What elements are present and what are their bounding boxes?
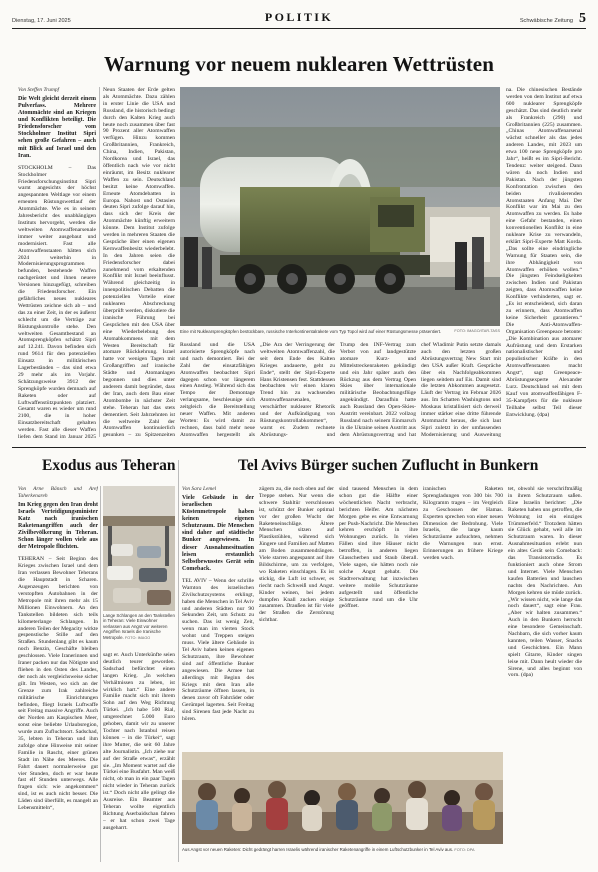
telaviv-col-4 <box>423 486 503 748</box>
teheran-photo-caption-block <box>103 613 175 650</box>
main-story-col-4 <box>260 342 335 439</box>
telaviv-photo <box>182 752 503 844</box>
main-story-col-6 <box>421 342 501 439</box>
main-story-col-7 <box>506 87 582 439</box>
teheran-body-2: sagt er. Auch Unterkünfte seien deutlich teurer geworden. Sadschad befürchtet einen langen Krieg. „In welchen Verhältnissen zu leben, ist wirklich hart.“ Eine andere Familie macht sich mit ihrem Sohn auf den Weg Richtung Türkei. „Ich habe 500 Rial, umgerechnet 5.000 Euro gehoben, damit wir zu unserer Tochter nach Istanbul reisen können – in die Türkei“, sagt ihre Mutter, die seit 60 Jahre alte Journalistin. „Ich ziehe nur auf der Straße etwas“, erzählt sie. „Im Moment wartet auf die Türkei eine Busfahrt. Man weiß nicht, ob man in ein paar Tagen nicht wieder in Teheran zurück ist.“ Doch nicht alle gelingt die Ausreise. Ein Beamter aus Teheran wollte eigentlich Richtung Aserbaidschan fahren – er hat schon zwei Tage ausgeharrt. <box>103 652 175 831</box>
telaviv-author: Von Sara Lemel <box>182 486 217 492</box>
teheran-headline: Exodus aus Teheran <box>42 457 176 474</box>
newspaper-name: Schwäbische Zeitung <box>519 18 573 24</box>
teheran-photo <box>103 486 175 611</box>
telaviv-photo-credit: FOTO: DPA <box>454 848 475 852</box>
telaviv-col-3 <box>339 486 418 748</box>
teheran-col-1 <box>18 486 98 862</box>
main-lead: Die Welt gleicht derzeit einem Pulverfass. Mehrere Atommächte sind an Kriegen und Konflikten beteiligt. Die Friedensforscher vom Stockholmer Institut Sipri sehen große Gefahren – auch mit Blick auf Israel und den Iran. <box>18 95 96 159</box>
column-divider <box>99 87 100 437</box>
telaviv-photo-caption: Aus Angst vor neuen Raketen: Dicht gedrängt harren Israelis während iranischer Raketenangriffe in einem Luftschutzbunker in Tel Aviv aus. <box>182 847 454 852</box>
main-body-3: Russland und die USA autorisierte Sprengköpfe nach und nach demontiert. Bei der Zahl der einsatzfähigen Atomwaffen beobachtet Sipri dagegen schon vor längerem einen Anstieg. Während sich das Tempo der Demontage verlangsame, beschleunige sich zeitgleich die Bereitstellung neuer Waffen. Mit anderen Worten: Es wird damit zu rechnen, dass bald mehr neue Atomwaffen hergestellt als <box>180 342 255 438</box>
main-body-2: Neun Staaten der Erde gelten als Atommächte. Dazu zählen in erster Linie die USA und Russland, die historisch bedingt durch den Kalten Krieg auch heute noch zusammen über fast 90 Prozent aller Atomwaffen verfügen. Hinzu kommen Großbritannien, Frankreich, China, Indien, Pakistan, Nordkorea und Israel, das öffentlich nach wie vor nicht einräumt, im Besitz nuklearer Waffen zu sein. Deutschland besitzt keine Atomwaffen. Erneute Atomdebatten in Europa. Nahost und Ostasien deuten Sipri zufolge darauf hin, dass sich der Kreis der Atommächte künftig erweitern könnte. Dem Institut zufolge werden in mehreren Staaten die Gespräche über einen eigenen Kernwaffenbesitz wiederbelebt. In den Jahren seien die Friedensforscher dabei zunehmend vom erkaltenden Konflikt mit Israel beeinflusst. Während gleichzeitig in innenpolitischen Debatten die potenziellen Vorteile einer nuklearen Abschreckung überprüft werden, diskutiere die iranische Führung bei Gesprächen mit den USA über eine Wiederbelebung des Atomabkommens mit dem Westen Bereitschaft für atomare Rückkehrung. Israel hatte vor wenigen Tagen mit Großangriffen auf iranische Städte und Atomanlagen begonnen und dies unter anderem damit begründet, dass der Iran, auch dem Bau einer Atombombe in nächster Zeit stehe. Teheran hat das stets dementiert. Seit Jahrzehnten ist die weltweite Zahl der Atomwaffen kontinuierlich gesunken – zu Spitzenzeiten <box>103 87 175 439</box>
gas-station-queue-image <box>103 486 175 611</box>
main-story-col-2 <box>103 87 175 439</box>
main-story-col-3 <box>180 342 255 439</box>
main-photo <box>180 87 500 326</box>
telaviv-body-1: TEL AVIV – Wenn der schrille Warnton des israelischen Zivilschutzsystems erklingt, haben die Menschen in Tel Aviv und anderen Städten nur 90 Sekunden Zeit, um Schutz zu suchen. Das ist wenig Zeit, wenn man im vierten Stock wohnt und Treppen steigen muss. Viele ältere Gebäude in Tel Aviv haben keinen eigenen Schutzraum, ihre Bewohner sind auf öffentliche Bunker angewiesen. Die Armee hat allerdings mit Beginn des Kriegs mit dem Iran alle Schutzräume öffnen lassen, in denen zuvor oft Fahrräder oder Gerümpel lagerten. Seit Freitag sind Sirenen fast jede Nacht zu hören. <box>182 577 254 723</box>
main-story-col-5 <box>340 342 416 439</box>
column-divider <box>100 486 101 862</box>
telaviv-headline: Tel Avivs Bürger suchen Zuflucht in Bunkern <box>238 457 539 474</box>
teheran-body-1: TEHERAN – Seit Beginn des Krieges zwischen Israel und dem Iran verlassen Bewohner Teherans die Hauptstadt in Scharen. Augenzeugen berichten von verstopften Autobahnen in der Metropole mit ihren mehr als 15 Millionen Einwohnern. An den Tankstellen bildeten sich teils kilometerlange Schlangen. In anderen Teilen der Megacity wirkte gespenstische Stille auf den Straßen. Stundenlang gibt es kaum noch Benzin, Geschäfte bleiben geschlossen. Viele Iranerinnen und Iraner packen nur das Nötigste und fliehen in den Osten des Landes, der noch als vergleichsweise sicher gilt. Im Westen, wo sich an der Grenze zum Irak zahlreiche militärische Einrichtungen befinden, fliegt Israels Luftwaffe seit Freitag massive Angriffe. Auch der Norden am Kaspischen Meer, sonst eine beliebte Urlaubsregion, wurde zum Zufluchtsort. Sadschad, 35, lebten in Teheran und ihm zufolge ohne Hinweise mit seiner Familie in Rascht, einer grünen Stadt im Nähe des Meeres. Die Fahrt dauert normalerweise gut vier Stunden, doch er war heute fast elf Stunden unterwegs. Alle fragen sich: wie angekommen“ sind, ist es auch nicht besser. Die Läden sind überfüllt, es mangelt an Lebensmitteln“, <box>18 556 98 812</box>
teheran-author: Von Arne Bänsch und Aref Taherkenareh <box>18 486 98 499</box>
teheran-lead: Im Krieg gegen den Iran droht Israels Verteidigungsminister Katz nach iranischen Raketenangriffen auch der Zivilbevölkerung in Teheran. Schon länger wollen viele aus der Metropole flüchten. <box>18 501 98 551</box>
issue-date: Dienstag, 17. Juni 2025 <box>12 18 71 24</box>
main-story-col-1 <box>18 87 96 439</box>
bunker-crowd-image <box>182 752 503 844</box>
teheran-photo-caption: Lange Schlangen an den Tankstellen in Teheran: Viele Einwohner verlassen aus Angst vor weiteren Angriffen Israels die Iranische Metropole. <box>103 613 175 640</box>
page-number: 5 <box>579 11 586 26</box>
main-author: Von Steffen Trumpf <box>18 87 60 93</box>
telaviv-body-2: zügern zu, die noch oben auf der Treppe stehen. Nur wenn die schwere Stahltür verschlossen ist, schützt der Bunker optimal vor der großen Wucht der Raketeneinschläge. Ältere Menschen sitzen auf Plastikstühlen, während sich Jüngere und Familien auf Matten am Boden zusammendrängen. Viele starren angespannt auf ihre Bildschirme, um zu verfolgen, wo Raketen einschlagen. Es ist stickig, die Luft ist schwer, es riecht nach Schweiß und Angst. Kinder weinen, bei jedem dumpfen Knall zucken einige zusammen. Draußen ist für viele der Straßen die Zerstörung sichtbar. <box>259 486 334 624</box>
missile-launcher-image <box>180 87 500 326</box>
main-body-7: na. Die chinesischen Bestände werden von dem Institut auf etwa 600 nuklearer Sprengköpfe geschätzt. Das sind deutlich mehr als Frankreich (290) und Großbritannien (225) zusammen. „Chinas Atomwaffenarsenal wächst schneller als das jedes anderen Landes, mit 2023 um etwa 100 neue Sprengköpfe pro Jahr“, heißt es im Sipri-Bericht. Tendenz: weiter steigend. Dann wären da noch Indien und Pakistan. Nach der jüngsten Konfrontation zwischen den beiden rivalisierenden Atomstaaten Anfang Mai. Der Konflikt war im Mai zu den Atomwaffen zu werden. Es habe eine Gefahr bestanden, einen konventionellen Konflikt in eine nukleare Krise zu verwandeln, erklärt Sipri-Experte Matt Korda. „Das sollte eine eindringliche Warnung für Staaten sein, die ihre Abhängigkeit von Atomwaffen erhöhen wollen.“ Die jüngsten Feindseligkeiten zwischen Indien und Pakistan zeigten, dass Atomwaffen keine Konflikte verhinderten, sagt er. „Es ist entscheidend, sich daran zu erinnern, dass Atomwaffen keine Sicherheit garantieren.“ Die Anti-Atomwaffen-Organisation Greenpeace betonte: „Die Kombination aus atomarer Aufrüstung und dem Erstarken nationalistischer und populistischer Kräfte in den Atomwaffenstaaten macht Angst“, sagt Greenpeace-Abrüstungsexperte Alexander Lurz. Deutschland sei mit dem Kauf von atomwaffenfähigen F-35-Kampfjets für die nukleare Teilhabe selbst Teil dieser Entwicklung. (dpa) <box>506 87 582 418</box>
column-divider <box>178 460 179 862</box>
main-photo-credit: FOTO: IMAGO/ITAR-TASS <box>454 329 500 333</box>
main-photo-caption: Eine mit Nuklearsprengköpfen bestückbare, russische Interkontinentalrakete vom Typ Topol wird auf einer Rüstungsmesse präsentiert. <box>180 329 442 334</box>
telaviv-body-4: iranischen Raketen Sprengladungen von 300 bis 700 Kilogramm tragen – im Vergleich zu Geschossen der Hamas. Experten sprechen von einer neuen Dimension der Bedrohung. Viele Israelis, die lange kaum Schutzräume aufsuchten, nehmen die Warnungen nun ernst. Erinnerungen an frühere Kriege werden wach. <box>423 486 503 562</box>
telaviv-col-5 <box>508 486 582 862</box>
telaviv-col-1 <box>182 486 254 748</box>
main-body-6: chef Wladimir Putin setzte damals auch den letzten großen Abrüstungsvertrag New Start mit den USA außer Kraft. Gespräche über ein Nachfolgeabkommen liegen seitdem auf Eis. Damit sind die letzten Abkommen ausgesetzt. Läuft der Vertrag im Februar 2026 aus. Im Schatten Washingtons und Moskaus kristallisiert sich derweil immer stärker eine dritte führende Atommacht heraus, die sich laut Sipri zuletzt in der umfassenden Modernisierung und Ausweitung <box>421 342 501 438</box>
telaviv-body-5: tet, obwohl sie verschriftmäßig in ihrem Schutzraum saßen. Eine Israelin berichtet: „Die Raketen haben uns getroffen, die Wohnung ist ein einziges Trümmerfeld.“ Trotzdem hätten sie Glück gehabt, weil alle im Schutzraum waren. In dieser Ausnahmesituation erlebt nun ein altes Gerät sein Comeback: das Transistorradio. Es funktioniert auch ohne Strom und Internet. Viele Menschen kaufen Batterien und lauschen nachts den Nachrichten. Am Morgen kehren sie müde zurück. „Wir wissen nicht, wie lange das noch dauert“, sagt eine Frau. „Aber wir halten zusammen.“ Auch in den Bunkern herrscht eine besondere Gemeinschaft. Nachbarn, die sich vorher kaum kannten, teilen Wasser, Snacks und Geschichten. Ein Mann spielt Gitarre, Kinder singen leise mit. Dann heult wieder die Sirene, und alles beginnt von vorn. (dpa) <box>508 486 582 679</box>
telaviv-body-3: sind tausend Menschen in dem schon gut die Hälfte einer wöchentlichen Nacht verbracht, berichten Helfer. Am nächsten Morgen gebe es eine Entwarnung per Push-Nachricht. Die Menschen kehren erschöpft in ihre Wohnungen zurück. In vielen Fällen sind ihre Häuser nicht betroffen, in anderen liegen Glasscherben und Staub überall. Viele sagen, sie hätten noch nie solche Angst gehabt. Die Stadtverwaltung hat inzwischen weitere mobile Schutzräume aufgestellt und öffentliche Schutzräume rund um die Uhr geöffnet. <box>339 486 418 610</box>
main-photo-caption-row <box>180 329 500 339</box>
telaviv-col-2 <box>259 486 334 748</box>
main-body-1: STOCKHOLM – Das Stockholmer Friedensforschungsinstitut Sipri warnt angesichts der höchst angespannten Weltlage vor einem erneuten Rüstungswettlauf der Atommächte. Wie es in seinem Jahresbericht des unabhängigen Instituts hervorgeht, werden die weltweiten Atomwaffenarsenale immer weiter ausgebaut und modernisiert. Fast alle Atomwaffenstaaten hätten sich 2024 weiterhin in Modernisierungsprogrammen befunden, bestehende Waffen nachgerüstet und ihnen neuere Versionen hinzugefügt, schreiben die Friedensforscher. Ein gefährliches neues nukleares Wettrüsten zeichne sich ab – und das zu einer Zeit, in der es äußerst schlecht um die Verträge zur Rüstungskontrolle stehe. Den weltweiten Gesamtbestand an Atomsprengköpfen schätzt Sipri auf 12.241. Davon befinden sich rund 9614 für den potenziellen Einsatz in militärischen Lagerbeständen – das sind etwa 29 mehr als im Vorjahr. Schätzungsweise 3912 der Sprengköpfe wurden demnach auf Raketen oder auf Luftwaffenstützpunkten platziert. Gesamt waren es wieder um rund 2100, die in hoher Einsatzbereitschaft gehalten werden. Fast alle dieser Waffen liefen dem Stand im Januar 2025 <box>18 164 96 439</box>
teheran-col-2 <box>103 652 175 862</box>
main-body-4: „Die Ära der Verringerung der weltweiten Atomwaffenzahl, die seit dem Ende des Kalten Krieges andauerte, geht zu Ende“, stellt der Sipri-Experte Hans Kristensen fest. Stattdessen beobachten wir einen klaren Trend hin zu wachsenden Atomwaffenarsenalen, verschärfter nuklearer Rhetorik und der Aufkündigung von Rüstungskontrollabkommen“, warnt er. Zudem rechnete Abrüstungs- und <box>260 342 335 438</box>
telaviv-photo-caption-block <box>182 847 503 863</box>
section-rubric: POLITIK <box>264 10 334 24</box>
main-body-5: Trump den INF-Vertrag zum Verbot von auf landgestützte atomare Kurz- und Mittelstreckenraketen gekündigt und ein Jahr später auch den Rückzug aus dem Vertrag Open Skies über internationale militärische Beobachtungsflüge angekündigt. Daraufhin hatte auch Russland den Open-Skies-Austritt vereinbart. 2022 vollzog Russland nach seinem Einmarsch in die Ukraine seinen Austritt aus dem Abrüstungsvertrag und hat <box>340 342 416 438</box>
teheran-photo-credit: FOTO: IMAGO <box>124 635 151 640</box>
section-rule <box>12 447 586 448</box>
telaviv-lead: Viele Gebäude in der israelischen Küstenmetropole haben keinen eigenen Schutzraum. Die Menschen sind daher auf städtische Bunker angewiesen. In dieser Ausnahmesituation leisen erstaunlich Selbstbewusstes Gerät sein Comeback. <box>182 494 254 572</box>
masthead <box>12 9 586 29</box>
main-headline: Warnung vor neuem nuklearen Wettrüsten <box>103 52 494 76</box>
